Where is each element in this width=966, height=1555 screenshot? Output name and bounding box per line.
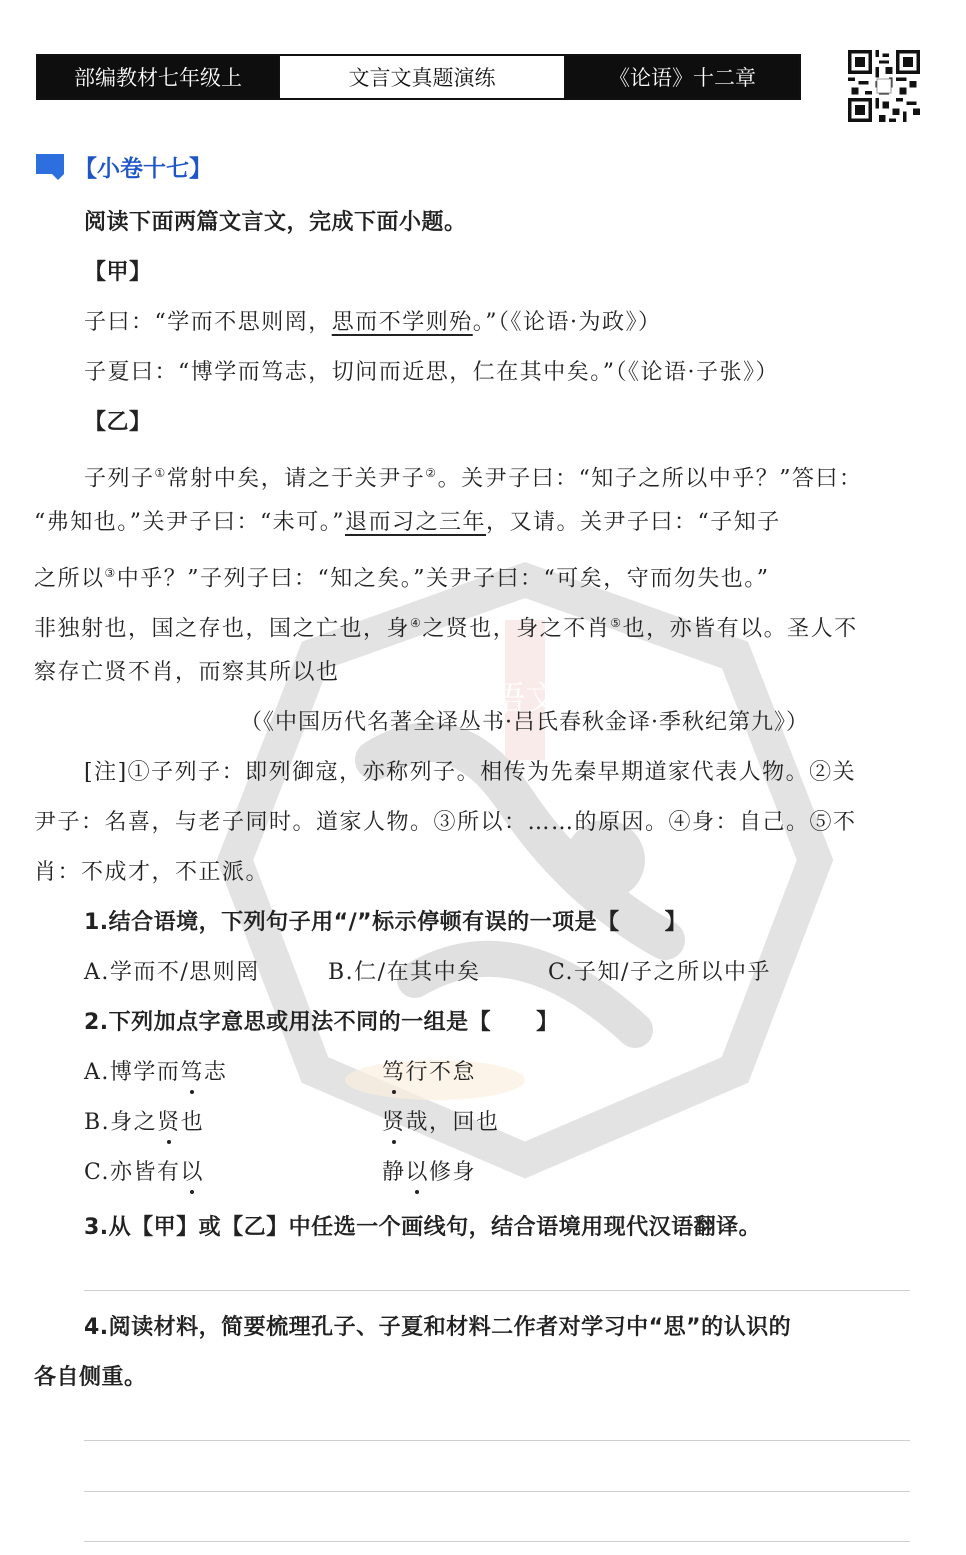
underlined-sentence-jia: 思而不学则殆	[331, 310, 473, 335]
jia-line-1-a: 子曰：“学而不思则罔，	[84, 310, 332, 335]
q2-c-right-post: 修身	[429, 1160, 477, 1185]
instruction: 阅读下面两篇文言文，完成下面小题。	[84, 210, 467, 235]
answer-line-q4-1[interactable]	[84, 1440, 910, 1441]
qr-code-icon	[848, 50, 920, 122]
footnote-mark: ①	[154, 466, 167, 480]
jia-line-1-b: 。”（《论语·为政》）	[472, 310, 662, 335]
section-title	[34, 150, 212, 183]
yi-line-1-c: 。关尹子曰：“知子之所以中乎？”答曰：	[437, 466, 863, 492]
q2-b-right-post: 哉，回也	[405, 1110, 500, 1135]
dotted-char: 以	[406, 1158, 430, 1188]
jia-line-2: 子夏曰：“博学而笃志，切问而近思，仁在其中矣。”（《论语·子张》）	[84, 360, 779, 385]
q1-option-a[interactable]: A.学而不/思则罔	[84, 960, 260, 985]
header-chapter: 《论语》十二章	[566, 56, 799, 98]
q2-a-left-pre: A.博学而	[84, 1060, 181, 1085]
bookmark-icon	[34, 152, 68, 182]
yi-line-1	[84, 458, 966, 494]
yi-source: （《中国历代名著全译丛书·吕氏春秋金译·季秋纪第九》）	[240, 710, 809, 735]
header-bar	[36, 54, 801, 100]
watermark-text: 语文	[491, 679, 559, 719]
dotted-char: 贤	[157, 1108, 181, 1138]
header-topic: 文言文真题演练	[278, 56, 566, 98]
answer-line-q3[interactable]	[84, 1290, 910, 1291]
notes-line-1: [注]①子列子：即列御寇，亦称列子。相传为先秦早期道家代表人物。②关	[84, 760, 857, 785]
yi-line-2-b: ，又请。关尹子曰：“子知子	[486, 510, 781, 535]
q2-a-right-post: 行不怠	[405, 1060, 477, 1085]
question-3: 3.从【甲】或【乙】中任选一个画线句，结合语境用现代汉语翻译。	[84, 1215, 762, 1240]
header-grade: 部编教材七年级上	[38, 56, 278, 98]
q2-b-left-pre: B.身之	[84, 1110, 158, 1135]
yi-line-4	[34, 608, 926, 644]
q2-c-right-pre: 静	[382, 1160, 406, 1185]
yi-line-4-c: 也，亦皆有以。圣人不	[622, 616, 858, 642]
yi-line-1-b: 常射中矣，请之于关尹子	[166, 466, 426, 492]
q1-option-b[interactable]: B.仁/在其中矣	[328, 960, 481, 985]
jia-line-1	[84, 308, 966, 338]
q2-option-a-left[interactable]	[84, 1058, 227, 1088]
dotted-char: 笃	[180, 1058, 204, 1088]
q2-a-left-post: 志	[203, 1060, 228, 1085]
label-yi: 【乙】	[84, 410, 152, 435]
q2-c-left-pre: C.亦皆有	[84, 1160, 181, 1185]
answer-line-q4-3[interactable]	[84, 1541, 910, 1542]
dotted-char: 笃	[382, 1058, 406, 1088]
yi-line-4-a: 非独射也，国之存也，国之亡也，身	[34, 616, 411, 642]
yi-line-5: 察存亡贤不肖，而察其所以也	[34, 660, 340, 685]
q2-b-left-post: 也	[180, 1110, 205, 1135]
footnote-mark: ②	[425, 466, 438, 480]
q2-option-b-right	[382, 1108, 500, 1138]
footnote-mark: ⑤	[610, 616, 623, 630]
q2-option-b-left[interactable]	[84, 1108, 204, 1138]
yi-line-2-a: “弗知也。”关尹子曰：“未可。”	[34, 510, 345, 535]
notes-line-2: 尹子：名喜，与老子同时。道家人物。③所以：……的原因。④身：自己。⑤不	[34, 810, 857, 835]
q1-option-c[interactable]: C.子知/子之所以中乎	[548, 960, 771, 985]
section-title-text: 【小卷十七】	[74, 156, 212, 182]
underlined-sentence-yi: 退而习之三年	[345, 510, 487, 535]
answer-line-q4-2[interactable]	[84, 1491, 910, 1492]
q2-option-a-right	[382, 1058, 476, 1088]
yi-line-3-a: 之所以	[34, 566, 105, 592]
question-2: 2.下列加点字意思或用法不同的一组是【 】	[84, 1010, 559, 1035]
yi-line-2	[34, 508, 926, 538]
footnote-mark: ③	[104, 566, 117, 580]
dotted-char: 以	[181, 1158, 205, 1188]
notes-line-3: 肖：不成才，不正派。	[34, 860, 270, 885]
q2-option-c-right	[382, 1158, 476, 1188]
question-4-line-1: 4.阅读材料，简要梳理孔子、子夏和材料二作者对学习中“思”的认识的	[84, 1315, 792, 1340]
yi-line-4-b: 之贤也，身之不肖	[422, 616, 611, 642]
q2-option-c-left[interactable]	[84, 1158, 204, 1188]
question-1: 1.结合语境，下列句子用“/”标示停顿有误的一项是【 】	[84, 910, 688, 935]
label-jia: 【甲】	[84, 260, 152, 285]
yi-line-3-b: 中乎？”子列子曰：“知之矣。”关尹子曰：“可矣，守而勿失也。”	[116, 566, 770, 592]
yi-line-1-a: 子列子	[84, 466, 155, 492]
question-4-line-2: 各自侧重。	[34, 1365, 147, 1390]
yi-line-3	[34, 558, 926, 594]
dotted-char: 贤	[382, 1108, 406, 1138]
footnote-mark: ④	[410, 616, 423, 630]
